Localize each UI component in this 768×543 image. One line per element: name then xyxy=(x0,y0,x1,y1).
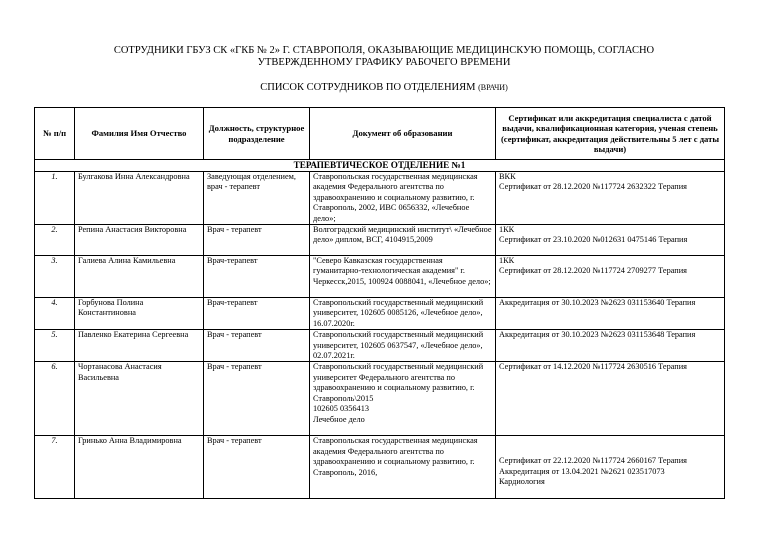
cell-num: 5. xyxy=(35,330,75,362)
cell-num: 3. xyxy=(35,256,75,298)
cell-num: 2. xyxy=(35,225,75,256)
cell-certificate: ВКК Сертификат от 28.12.2020 №117724 2632322 Терапия xyxy=(496,172,725,225)
cell-certificate: Сертификат от 14.12.2020 №117724 2630516 Терапия xyxy=(496,362,725,436)
document-title-line-1: СОТРУДНИКИ ГБУЗ СК «ГКБ № 2» Г. СТАВРОПОЛЯ, ОКАЗЫВАЮЩИЕ МЕДИЦИНСКУЮ ПОМОЩЬ, СОГЛАСНО xyxy=(113,45,655,56)
cell-education: Ставропольский государственный медицинский университет Федерального агентства по здравоохранению и социальному развитию, г. Ставрополь\2015 102605 0356413 Лечебное дело xyxy=(310,362,496,436)
cell-position: Врач-терапевт xyxy=(204,256,310,298)
cell-name: Булгакова Инна Александровна xyxy=(75,172,204,225)
cell-num: 1. xyxy=(35,172,75,225)
section-row xyxy=(35,160,725,172)
cell-name: Гринько Анна Владимировна xyxy=(75,436,204,499)
table-row xyxy=(35,362,725,436)
document-title-line-2: УТВЕРЖДЕННОМУ ГРАФИКУ РАБОЧЕГО ВРЕМЕНИ xyxy=(257,57,511,68)
cell-education: "Северо Кавказская государственная гуманитарно-технологическая академия" г. Черкесск,2015, 100924 0088041, «Лечебное дело»; xyxy=(310,256,496,298)
staff-table xyxy=(34,107,725,499)
cell-name: Репина Анастасия Викторовна xyxy=(75,225,204,256)
header-certificate: Сертификат или аккредитация специалиста с датой выдачи, квалификационная категория, ученая степень (сертификат, аккредитация действительны 5 лет с даты выдачи) xyxy=(496,108,725,160)
cell-education: Волгоградский медицинский институт\ «Лечебное дело» диплом, ВСГ, 4104915,2009 xyxy=(310,225,496,256)
cell-num: 6. xyxy=(35,362,75,436)
table-row xyxy=(35,436,725,499)
header-name: Фамилия Имя Отчество xyxy=(75,108,204,160)
table-header-row xyxy=(35,108,725,160)
cell-education: Ставропольский государственный медицинский университет, 102605 0085126, «Лечебное дело», 16.07.2020г. xyxy=(310,298,496,330)
cell-certificate: Сертификат от 22.12.2020 №117724 2660167 Терапия Аккредитация от 13.04.2021 №2621 023517073 Кардиология xyxy=(496,436,725,499)
list-title-text: СПИСОК СОТРУДНИКОВ ПО ОТДЕЛЕНИЯМ xyxy=(260,82,476,93)
list-subtitle: (ВРАЧИ) xyxy=(478,83,508,92)
cell-certificate: 1КК Сертификат от 23.10.2020 №012631 0475146 Терапия xyxy=(496,225,725,256)
cell-num: 7. xyxy=(35,436,75,499)
cell-position: Врач-терапевт xyxy=(204,298,310,330)
cell-name: Галиева Алина Камильевна xyxy=(75,256,204,298)
cell-education: Ставропольская государственная медицинская академия Федерального агентства по здравоохранению и социальному развитию, г. Ставрополь, 2002, ИВС 0656332, «Лечебное дело»; xyxy=(310,172,496,225)
cell-position: Заведующая отделением, врач - терапевт xyxy=(204,172,310,225)
cell-name: Чортанасова Анастасия Васильевна xyxy=(75,362,204,436)
cell-name: Горбунова Полина Константиновна xyxy=(75,298,204,330)
list-title xyxy=(0,82,768,94)
table-row xyxy=(35,225,725,256)
cell-position: Врач - терапевт xyxy=(204,225,310,256)
cell-name: Павленко Екатерина Сергеевна xyxy=(75,330,204,362)
cell-certificate: Аккредитация от 30.10.2023 №2623 031153640 Терапия xyxy=(496,298,725,330)
cell-position: Врач - терапевт xyxy=(204,330,310,362)
header-position: Должность, структурное подразделение xyxy=(204,108,310,160)
section-title: ТЕРАПЕВТИЧЕСКОЕ ОТДЕЛЕНИЕ №1 xyxy=(35,160,725,172)
cell-position: Врач - терапевт xyxy=(204,436,310,499)
cell-certificate: Аккредитация от 30.10.2023 №2623 031153648 Терапия xyxy=(496,330,725,362)
cell-education: Ставропольская государственная медицинская академия Федерального агентства по здравоохранению и социальному развитию, г. Ставрополь, 2016, xyxy=(310,436,496,499)
header-num: № п/п xyxy=(35,108,75,160)
table-row xyxy=(35,256,725,298)
cell-position: Врач - терапевт xyxy=(204,362,310,436)
cell-education: Ставропольский государственный медицинский университет, 102605 0637547, «Лечебное дело», 02.07.2021г. xyxy=(310,330,496,362)
cell-certificate: 1КК Сертификат от 28.12.2020 №117724 2709277 Терапия xyxy=(496,256,725,298)
table-row xyxy=(35,298,725,330)
header-education: Документ об образовании xyxy=(310,108,496,160)
table-row xyxy=(35,330,725,362)
cell-num: 4. xyxy=(35,298,75,330)
table-row xyxy=(35,172,725,225)
